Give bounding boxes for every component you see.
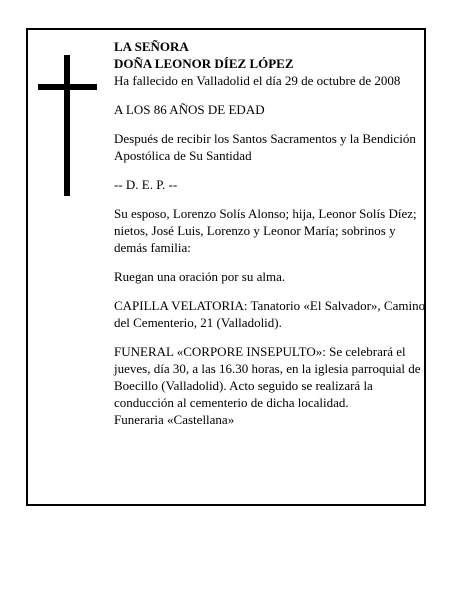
death-statement: Ha fallecido en Valladolid el día 29 de octubre de 2008 [114,73,401,88]
obituary-text [114,38,426,428]
cross-vertical-bar [64,55,70,196]
deceased-name: DOÑA LEONOR DÍEZ LÓPEZ [114,56,294,71]
title-line-1: LA SEÑORA [114,39,189,54]
prayer-request: Ruegan una oración por su alma. [114,269,286,284]
family-members: Su esposo, Lorenzo Solís Alonso; hija, Leonor Solís Díez; nietos, José Luis, Lorenzo y Leonor María; sobrinos y demás familia: [114,206,417,255]
funeral-home: Funeraria «Castellana» [114,412,235,427]
funeral-info: FUNERAL «CORPORE INSEPULTO»: Se celebrará el jueves, día 30, a las 16.30 horas, en la iglesia parroquial de Boecillo (Valladolid). Acto seguido se realizará la conducción al cementerio de dicha localidad. [114,344,421,410]
cross-horizontal-bar [38,84,97,90]
sacraments-statement: Después de recibir los Santos Sacramentos y la Bendición Apostólica de Su Santidad [114,131,416,163]
chapel-info: CAPILLA VELATORIA: Tanatorio «El Salvador», Camino del Cementerio, 21 (Valladolid). [114,298,426,330]
rest-in-peace: -- D. E. P. -- [114,177,178,192]
age-statement: A LOS 86 AÑOS DE EDAD [114,102,265,117]
